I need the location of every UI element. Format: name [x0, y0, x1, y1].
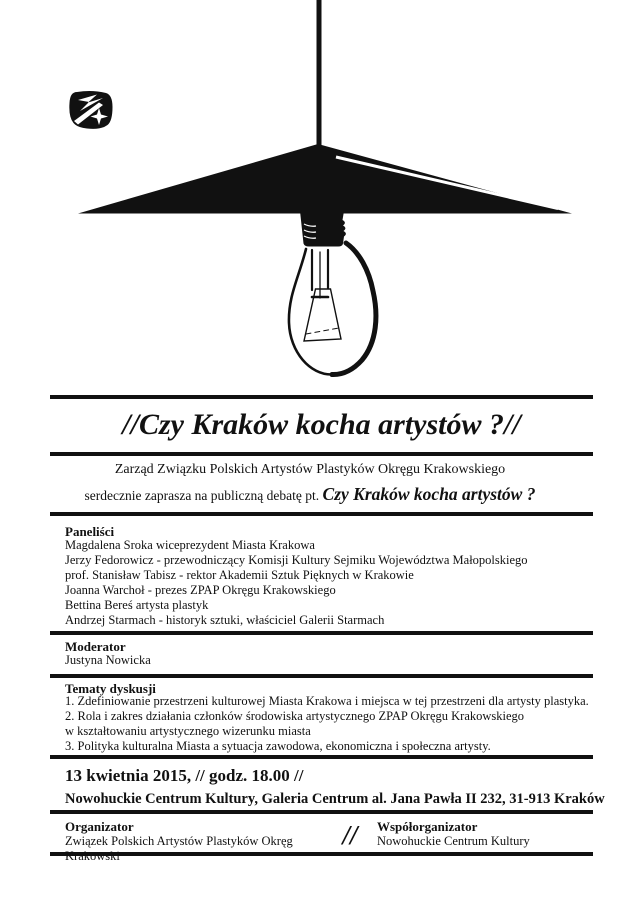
coorganizer-name: Nowohuckie Centrum Kultury: [377, 834, 530, 848]
invitation-text: [30, 459, 590, 509]
topics-heading: Tematy dyskusji: [65, 681, 156, 696]
topic-line: w kształtowaniu artystycznego wizerunku miasta: [65, 724, 311, 738]
organizer-separator: //: [342, 820, 358, 850]
invitation-line1: Zarząd Związku Polskich Artystów Plastyków Okręgu Krakowskiego: [114, 462, 506, 477]
moderator-name: Justyna Nowicka: [65, 653, 151, 667]
panelists-heading: Paneliści: [65, 524, 115, 539]
poster-title: //Czy Kraków kocha artystów ?//: [122, 408, 521, 441]
invitation-line2-emphasis: Czy Kraków kocha artystów ?: [322, 484, 536, 504]
event-venue: Nowohuckie Centrum Kultury, Galeria Centrum al. Jana Pawła II 232, 31-913 Kraków: [65, 791, 605, 807]
panelist-item: Jerzy Fedorowicz - przewodniczący Komisji Kultury Sejmiku Województwa Małopolskiego: [65, 553, 528, 567]
invitation-line2: [30, 481, 590, 509]
topic-line: 1. Zdefiniowanie przestrzeni kulturowej Miasta Krakowa i miejsca w tej przestrzeni dla artysty plastyka.: [65, 694, 589, 708]
bulb-icon: [289, 243, 376, 375]
divider: [50, 631, 593, 635]
divider: [50, 395, 593, 399]
topics-list: [65, 694, 605, 754]
divider: [50, 755, 593, 759]
bulb-glow-dash: [306, 328, 339, 334]
moderator-heading: Moderator: [65, 639, 126, 654]
divider: [50, 810, 593, 814]
lamp-illustration: [0, 0, 638, 392]
panelist-item: Andrzej Starmach - historyk sztuki, właściciel Galerii Starmach: [65, 613, 385, 627]
organizer-block: [65, 819, 325, 864]
event-date: 13 kwietnia 2015, // godz. 18.00 //: [65, 766, 304, 785]
invitation-line2-prefix: serdecznie zaprasza na publiczną debatę pt.: [84, 488, 323, 503]
bulb-socket-icon: [300, 211, 346, 247]
panelist-item: Joanna Warchoł - prezes ZPAP Okręgu Krakowskiego: [65, 583, 336, 597]
panelist-item: Magdalena Sroka wiceprezydent Miasta Krakowa: [65, 538, 315, 552]
bulb-outline-right: [332, 243, 376, 375]
divider: [50, 452, 593, 456]
lamp-cord: [317, 0, 322, 148]
panelist-item: prof. Stanisław Tabisz - rektor Akademii Sztuk Pięknych w Krakowie: [65, 568, 414, 582]
topic-line: 3. Polityka kulturalna Miasta a sytuacja zawodowa, ekonomiczna i społeczna artysty.: [65, 739, 491, 753]
panelist-item: Bettina Bereś artysta plastyk: [65, 598, 209, 612]
coorganizer-block: [377, 819, 587, 849]
coorganizer-label: Współorganizator: [377, 819, 478, 834]
organizer-label: Organizator: [65, 819, 134, 834]
topic-line: 2. Rola i zakres działania członków środowiska artystycznego ZPAP Okręgu Krakowskiego: [65, 709, 525, 723]
zpap-logo-icon: [66, 87, 114, 134]
organizer-name: Związek Polskich Artystów Plastyków Okręg Krakowski: [65, 834, 293, 863]
divider: [50, 512, 593, 516]
divider: [50, 674, 593, 678]
lamp-shade: [78, 144, 572, 214]
panelists-list: [65, 538, 605, 628]
